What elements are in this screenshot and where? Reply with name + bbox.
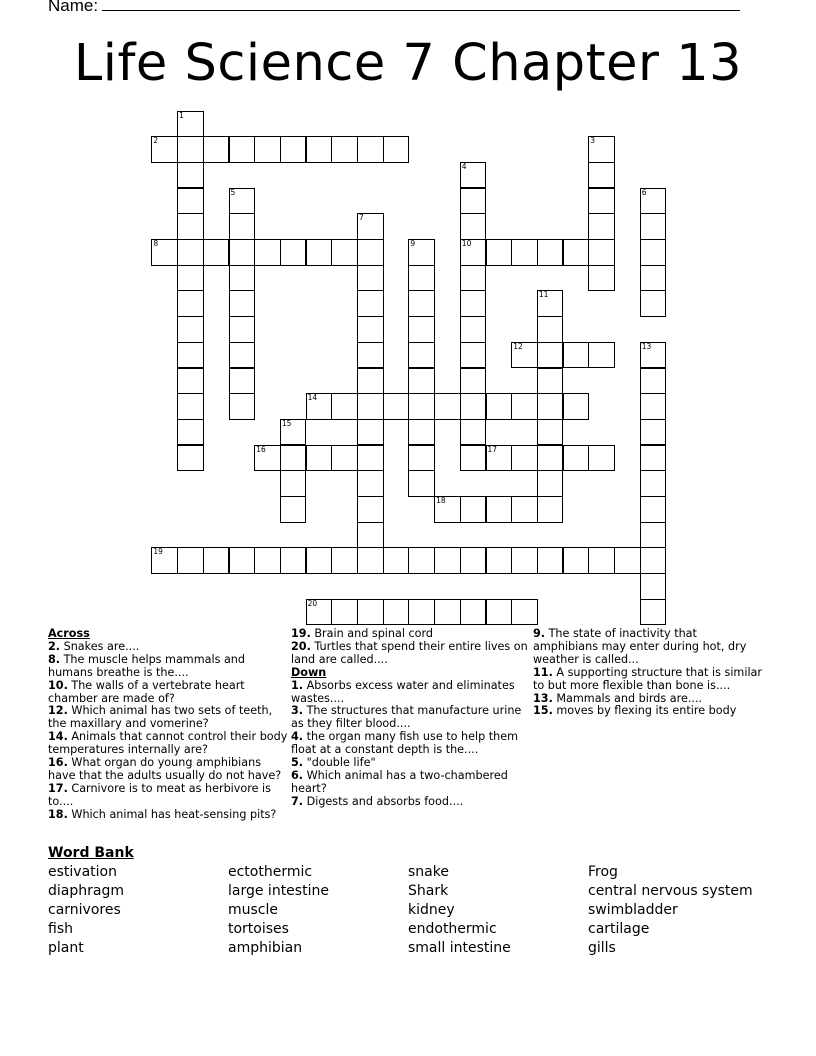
across-clue (48, 654, 288, 680)
across-clue (48, 731, 288, 757)
crossword-cell[interactable] (357, 445, 384, 472)
crossword-cell[interactable] (177, 393, 204, 420)
word-bank-item: central nervous system (588, 883, 753, 899)
crossword-cell[interactable] (331, 547, 358, 574)
crossword-cell[interactable] (537, 470, 564, 497)
crossword-cell[interactable] (306, 547, 333, 574)
crossword-cell[interactable] (486, 496, 513, 523)
word-bank-item: tortoises (228, 921, 289, 937)
crossword-cell[interactable] (640, 470, 667, 497)
crossword-cell[interactable] (408, 290, 435, 317)
crossword-cell[interactable] (511, 239, 538, 266)
crossword-cell[interactable] (460, 393, 487, 420)
down-clue (291, 705, 529, 731)
clue-text: Digests and absorbs food.... (303, 794, 464, 808)
crossword-cell[interactable] (640, 342, 667, 369)
clue-number: 3. (291, 704, 304, 718)
crossword-cell[interactable] (460, 213, 487, 240)
clue-number: 15. (533, 704, 553, 718)
word-bank-item: swimbladder (588, 902, 678, 918)
clue-number: 12. (48, 704, 68, 718)
clue-number: 12 (513, 341, 523, 351)
crossword-cell[interactable] (254, 445, 281, 472)
crossword-cell[interactable] (280, 419, 307, 446)
crossword-cell[interactable] (229, 265, 256, 292)
crossword-cell[interactable] (229, 188, 256, 215)
down-clue (291, 731, 529, 757)
across-clue (48, 705, 288, 731)
crossword-cell[interactable] (588, 162, 615, 189)
crossword-cell[interactable] (408, 342, 435, 369)
crossword-cell[interactable] (331, 393, 358, 420)
crossword-cell[interactable] (177, 445, 204, 472)
clue-number: 11 (538, 290, 549, 300)
clue-number: 7. (291, 794, 304, 808)
crossword-cell[interactable] (357, 393, 384, 420)
crossword-cell[interactable] (640, 213, 667, 240)
clue-text: Which animal has two sets of teeth, the maxillary and vomerine? (48, 704, 273, 731)
crossword-cell[interactable] (434, 496, 461, 523)
crossword-cell[interactable] (306, 239, 333, 266)
crossword-cell[interactable] (203, 239, 230, 266)
clue-number: 2. (48, 639, 61, 653)
crossword-cell[interactable] (486, 445, 513, 472)
crossword-cell[interactable] (280, 239, 307, 266)
crossword-cell[interactable] (640, 188, 667, 215)
crossword-cell[interactable] (177, 265, 204, 292)
crossword-cell[interactable] (640, 239, 667, 266)
clues-column-2 (291, 628, 529, 809)
crossword-cell[interactable] (537, 419, 564, 446)
crossword-cell[interactable] (229, 393, 256, 420)
clue-number: 8. (48, 652, 61, 666)
crossword-cell[interactable] (229, 290, 256, 317)
crossword-cell[interactable] (177, 290, 204, 317)
crossword-cell[interactable] (357, 342, 384, 369)
crossword-cell[interactable] (460, 265, 487, 292)
down-clue (533, 667, 765, 693)
crossword-cell[interactable] (203, 136, 230, 163)
clue-text: The structures that manufacture urine as they filter blood.... (291, 704, 522, 731)
crossword-cell[interactable] (177, 239, 204, 266)
clue-text: Which animal has a two-chambered heart? (291, 768, 508, 795)
crossword-cell[interactable] (151, 239, 178, 266)
crossword-cell[interactable] (614, 547, 641, 574)
name-label: Name: (48, 0, 99, 15)
crossword-cell[interactable] (486, 599, 513, 626)
clue-text: Snakes are.... (60, 639, 140, 653)
crossword-cell[interactable] (640, 419, 667, 446)
crossword-cell[interactable] (408, 599, 435, 626)
crossword-cell[interactable] (408, 393, 435, 420)
crossword-cell[interactable] (511, 599, 538, 626)
clue-number: 8 (153, 239, 159, 248)
across-clue (48, 809, 288, 822)
crossword-cell[interactable] (177, 368, 204, 395)
clue-text: The muscle helps mammals and humans breathe is the.... (48, 652, 245, 679)
crossword-cell[interactable] (331, 599, 358, 626)
crossword-cell[interactable] (486, 239, 513, 266)
clues-column-3 (533, 628, 765, 718)
crossword-cell[interactable] (640, 573, 667, 600)
crossword-cell[interactable] (537, 316, 564, 343)
clue-number: 9 (410, 239, 416, 248)
crossword-cell[interactable] (203, 547, 230, 574)
crossword-cell[interactable] (434, 393, 461, 420)
page-title: Life Science 7 Chapter 13 (73, 34, 743, 93)
crossword-cell[interactable] (640, 547, 667, 574)
crossword-cell[interactable] (177, 342, 204, 369)
crossword-cell[interactable] (640, 393, 667, 420)
crossword-cell[interactable] (229, 213, 256, 240)
crossword-cell[interactable] (640, 445, 667, 472)
crossword-cell[interactable] (383, 393, 410, 420)
word-bank-item: gills (588, 940, 616, 956)
crossword-cell[interactable] (229, 342, 256, 369)
clue-text: The state of inactivity that amphibians may enter during hot, dry weather is called... (533, 627, 747, 666)
crossword-cell[interactable] (408, 445, 435, 472)
clue-number: 17 (487, 444, 498, 454)
crossword-cell[interactable] (331, 445, 358, 472)
crossword-cell[interactable] (588, 213, 615, 240)
clue-number: 9. (533, 627, 546, 640)
crossword-cell[interactable] (511, 445, 538, 472)
down-clue (291, 796, 529, 809)
crossword-cell[interactable] (537, 445, 564, 472)
down-clue (291, 680, 529, 706)
crossword-cell[interactable] (357, 213, 384, 240)
crossword-cell[interactable] (563, 445, 590, 472)
word-bank-item: Frog (588, 864, 618, 880)
clue-number: 4 (461, 161, 467, 171)
crossword-cell[interactable] (486, 547, 513, 574)
crossword-cell[interactable] (254, 239, 281, 266)
crossword-cell[interactable] (383, 136, 410, 163)
crossword-cell[interactable] (229, 136, 256, 163)
crossword-cell[interactable] (460, 188, 487, 215)
crossword-cell[interactable] (254, 547, 281, 574)
clue-text: Animals that cannot control their body temperatures internally are? (48, 730, 288, 757)
crossword-cell[interactable] (511, 393, 538, 420)
crossword-cell[interactable] (331, 136, 358, 163)
crossword-cell[interactable] (588, 136, 615, 163)
crossword-cell[interactable] (640, 368, 667, 395)
crossword-cell[interactable] (460, 162, 487, 189)
clue-number: 16. (48, 756, 68, 770)
crossword-cell[interactable] (229, 316, 256, 343)
clue-number: 17. (48, 781, 68, 795)
crossword-cell[interactable] (229, 368, 256, 395)
crossword-cell[interactable] (460, 419, 487, 446)
clue-number: 10. (48, 678, 68, 692)
crossword-cell[interactable] (434, 599, 461, 626)
clue-number: 5 (230, 187, 236, 197)
crossword-cell[interactable] (177, 419, 204, 446)
clues-column-1 (48, 628, 288, 822)
crossword-cell[interactable] (460, 547, 487, 574)
crossword-cell[interactable] (357, 368, 384, 395)
crossword-cell[interactable] (511, 342, 538, 369)
crossword-cell[interactable] (563, 342, 590, 369)
clue-text: Carnivore is to meat as herbivore is to.... (48, 781, 271, 808)
clue-text: Mammals and birds are.... (552, 691, 703, 705)
crossword-cell[interactable] (588, 342, 615, 369)
clue-number: 13 (641, 341, 652, 351)
crossword-cell[interactable] (640, 496, 667, 523)
crossword-cell[interactable] (460, 496, 487, 523)
crossword-cell[interactable] (229, 239, 256, 266)
clue-number: 1. (291, 678, 304, 692)
clue-number: 19 (153, 547, 163, 557)
crossword-cell[interactable] (460, 368, 487, 395)
clue-text: moves by flexing its entire body (552, 704, 737, 718)
crossword-cell[interactable] (357, 265, 384, 292)
crossword-cell[interactable] (177, 316, 204, 343)
crossword-cell[interactable] (357, 239, 384, 266)
clue-number: 1 (179, 110, 184, 120)
crossword-cell[interactable] (408, 265, 435, 292)
crossword-cell[interactable] (151, 136, 178, 163)
word-bank-item: carnivores (48, 902, 121, 918)
crossword-cell[interactable] (460, 290, 487, 317)
word-bank-item: diaphragm (48, 883, 124, 899)
crossword-cell[interactable] (331, 239, 358, 266)
crossword-cell[interactable] (383, 599, 410, 626)
crossword-cell[interactable] (537, 342, 564, 369)
clue-number: 2 (153, 136, 159, 146)
crossword-cell[interactable] (537, 368, 564, 395)
word-bank-item: large intestine (228, 883, 329, 899)
clue-number: 15 (281, 418, 292, 428)
clue-number: 10 (461, 239, 472, 248)
word-bank-item: cartilage (588, 921, 650, 937)
word-bank-item: Shark (408, 883, 449, 899)
crossword-cell[interactable] (280, 470, 307, 497)
down-clue (533, 628, 765, 667)
crossword-cell[interactable] (357, 496, 384, 523)
crossword-cell[interactable] (306, 136, 333, 163)
crossword-cell[interactable] (177, 188, 204, 215)
crossword-cell[interactable] (177, 213, 204, 240)
across-clue (48, 757, 288, 783)
clue-number: 16 (256, 444, 266, 454)
clue-text: Brain and spinal cord (310, 627, 434, 640)
clue-text: The walls of a vertebrate heart chamber are made of? (48, 678, 245, 705)
crossword-cell[interactable] (537, 547, 564, 574)
clue-text: the organ many fish use to help them float at a constant depth is the.... (291, 730, 519, 757)
word-bank-item: small intestine (408, 940, 511, 956)
crossword-cell[interactable] (383, 547, 410, 574)
crossword-cell[interactable] (563, 547, 590, 574)
crossword-cell[interactable] (280, 547, 307, 574)
crossword-cell[interactable] (588, 265, 615, 292)
clue-number: 19. (291, 627, 311, 640)
clue-number: 3 (590, 136, 596, 146)
clue-number: 7 (359, 213, 364, 223)
crossword-cell[interactable] (357, 522, 384, 549)
crossword-cell[interactable] (177, 547, 204, 574)
crossword-cell[interactable] (357, 316, 384, 343)
clue-text: Which animal has heat-sensing pits? (67, 807, 277, 821)
clue-number: 14. (48, 730, 68, 744)
crossword-cell[interactable] (280, 445, 307, 472)
crossword-cell[interactable] (640, 265, 667, 292)
crossword-cell[interactable] (177, 162, 204, 189)
down-clue (291, 770, 529, 796)
crossword-cell[interactable] (229, 547, 256, 574)
clue-number: 14 (307, 393, 318, 403)
word-bank-item: ectothermic (228, 864, 313, 880)
crossword-cell[interactable] (511, 496, 538, 523)
word-bank-item: estivation (48, 864, 117, 880)
clue-text: What organ do young amphibians have that the adults usually do not have? (48, 756, 282, 782)
clue-number: 6. (291, 768, 304, 782)
crossword-cell[interactable] (640, 599, 667, 626)
crossword-cell[interactable] (408, 316, 435, 343)
crossword-cell[interactable] (280, 136, 307, 163)
crossword-cell[interactable] (563, 239, 590, 266)
crossword-cell[interactable] (486, 393, 513, 420)
crossword-cell[interactable] (640, 522, 667, 549)
crossword-cell[interactable] (460, 316, 487, 343)
crossword-cell[interactable] (434, 547, 461, 574)
word-bank-item: snake (408, 864, 449, 880)
clue-number: 11. (533, 665, 553, 679)
crossword-cell[interactable] (177, 111, 204, 138)
crossword-cell[interactable] (537, 496, 564, 523)
crossword-cell[interactable] (151, 547, 178, 574)
crossword-cell[interactable] (357, 136, 384, 163)
word-bank-item: endothermic (408, 921, 497, 937)
crossword-cell[interactable] (357, 547, 384, 574)
crossword-cell[interactable] (408, 368, 435, 395)
crossword-cell[interactable] (588, 188, 615, 215)
crossword-cell[interactable] (460, 445, 487, 472)
clue-number: 18. (48, 807, 68, 821)
crossword-cell[interactable] (537, 393, 564, 420)
clue-text: A supporting structure that is similar to but more flexible than bone is.... (533, 665, 763, 692)
crossword-cell[interactable] (588, 239, 615, 266)
clue-number: 13. (533, 691, 553, 705)
crossword-cell[interactable] (537, 239, 564, 266)
crossword-cell[interactable] (357, 290, 384, 317)
word-bank-list (48, 863, 768, 958)
crossword-cell[interactable] (460, 239, 487, 266)
clue-text: Absorbs excess water and eliminates wastes.... (291, 678, 515, 705)
down-heading: Down (291, 665, 327, 679)
crossword-cell[interactable] (640, 290, 667, 317)
across-heading: Across (48, 627, 90, 640)
crossword-cell[interactable] (357, 599, 384, 626)
crossword-cell[interactable] (511, 547, 538, 574)
word-bank-item: fish (48, 921, 73, 937)
word-bank (48, 845, 768, 958)
clue-number: 18 (436, 496, 446, 505)
across-clue (291, 641, 529, 667)
crossword-cell[interactable] (177, 136, 204, 163)
crossword-cell[interactable] (460, 342, 487, 369)
across-clue (48, 680, 288, 706)
crossword-cell[interactable] (460, 599, 487, 626)
clue-text: "double life" (303, 756, 376, 770)
crossword-cell[interactable] (588, 547, 615, 574)
word-bank-item: muscle (228, 902, 279, 918)
crossword-cell[interactable] (306, 393, 333, 420)
crossword-cell[interactable] (563, 393, 590, 420)
crossword-cell[interactable] (254, 136, 281, 163)
clue-number: 5. (291, 756, 304, 770)
across-clue (48, 783, 288, 809)
crossword-cell[interactable] (357, 419, 384, 446)
word-bank-item: plant (48, 940, 84, 956)
crossword-cell[interactable] (408, 419, 435, 446)
word-bank-title: Word Bank (48, 845, 134, 861)
crossword-cell[interactable] (306, 599, 333, 626)
crossword-cell[interactable] (408, 239, 435, 266)
crossword-cell[interactable] (280, 496, 307, 523)
crossword-cell[interactable] (588, 445, 615, 472)
clue-number: 6 (641, 187, 647, 197)
clue-number: 20 (307, 598, 318, 608)
crossword-cell[interactable] (357, 470, 384, 497)
word-bank-item: amphibian (228, 940, 303, 956)
crossword-cell[interactable] (537, 290, 564, 317)
word-bank-item: kidney (408, 902, 455, 918)
clue-text: Turtles that spend their entire lives on land are called.... (291, 639, 528, 666)
down-clue (533, 705, 765, 718)
crossword-cell[interactable] (306, 445, 333, 472)
crossword-cell[interactable] (408, 470, 435, 497)
crossword-cell[interactable] (408, 547, 435, 574)
clue-number: 20. (291, 639, 311, 653)
clue-number: 4. (291, 730, 304, 744)
